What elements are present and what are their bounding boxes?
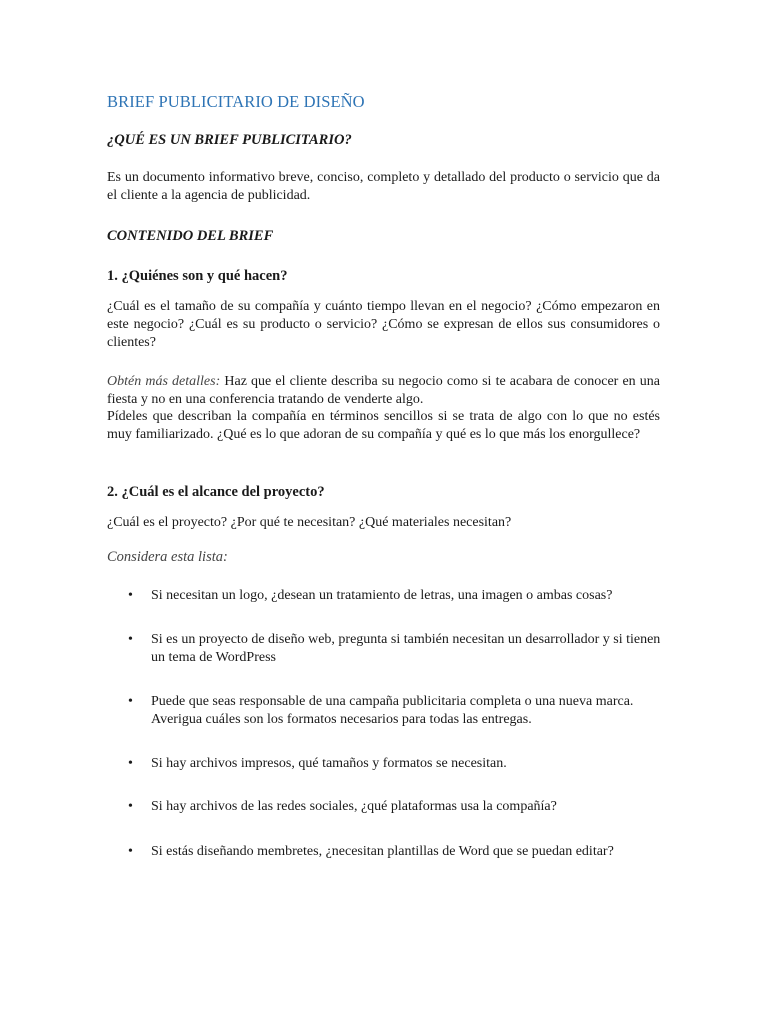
bullet-icon: • (128, 588, 133, 603)
section2-heading: 2. ¿Cuál es el alcance del proyecto? (107, 484, 325, 500)
content-heading: CONTENIDO DEL BRIEF (107, 228, 274, 244)
section1-heading: 1. ¿Quiénes son y qué hacen? (107, 268, 288, 284)
list-item-text: Puede que seas responsable de una campaña publicitaria completa o una nueva marca. Averigua cuáles son los formatos necesarios para todas las entregas. (151, 694, 634, 728)
details-text: Haz que el cliente describa su negocio como si te acabara de conocer en una fiesta y no en una conferencia tratando de venderte algo. (107, 374, 661, 408)
document-title: BRIEF PUBLICITARIO DE DISEÑO (107, 92, 365, 111)
section2-questions: ¿Cuál es el proyecto? ¿Por qué te necesitan? ¿Qué materiales necesitan? (107, 515, 512, 530)
details-label: Obtén más detalles: (107, 374, 221, 389)
bullet-icon: • (128, 799, 133, 814)
bullet-icon: • (128, 756, 133, 771)
section1-details (107, 373, 660, 409)
bullet-icon: • (128, 694, 133, 709)
list-item-text: Si es un proyecto de diseño web, pregunta si también necesitan un desarrollador y si tienen un tema de WordPress (151, 632, 661, 666)
section1-details-2: Pídeles que describan la compañía en términos sencillos si se trata de algo con lo que no estés muy familiarizado. ¿Qué es lo que adoran de su compañía y qué es lo que más los enorgullece? (107, 409, 660, 443)
list-item-text: Si necesitan un logo, ¿desean un tratamiento de letras, una imagen o ambas cosas? (151, 588, 613, 603)
bullet-icon: • (128, 632, 133, 647)
section1-questions: ¿Cuál es el tamaño de su compañía y cuánto tiempo llevan en el negocio? ¿Cómo empezaron en este negocio? ¿Cuál es su producto o servicio? ¿Cómo se expresan de ellos sus consumidores o clientes? (107, 299, 660, 351)
question-heading: ¿QUÉ ES UN BRIEF PUBLICITARIO? (107, 132, 352, 148)
bullet-icon: • (128, 844, 133, 859)
list-label: Considera esta lista: (107, 549, 228, 565)
definition-paragraph: Es un documento informativo breve, conciso, completo y detallado del producto o servicio que da el cliente a la agencia de publicidad. (107, 170, 660, 204)
list-item-text: Si hay archivos de las redes sociales, ¿qué plataformas usa la compañía? (151, 799, 557, 814)
list-item-text: Si hay archivos impresos, qué tamaños y formatos se necesitan. (151, 756, 507, 771)
list-item-text: Si estás diseñando membretes, ¿necesitan plantillas de Word que se puedan editar? (151, 844, 614, 859)
